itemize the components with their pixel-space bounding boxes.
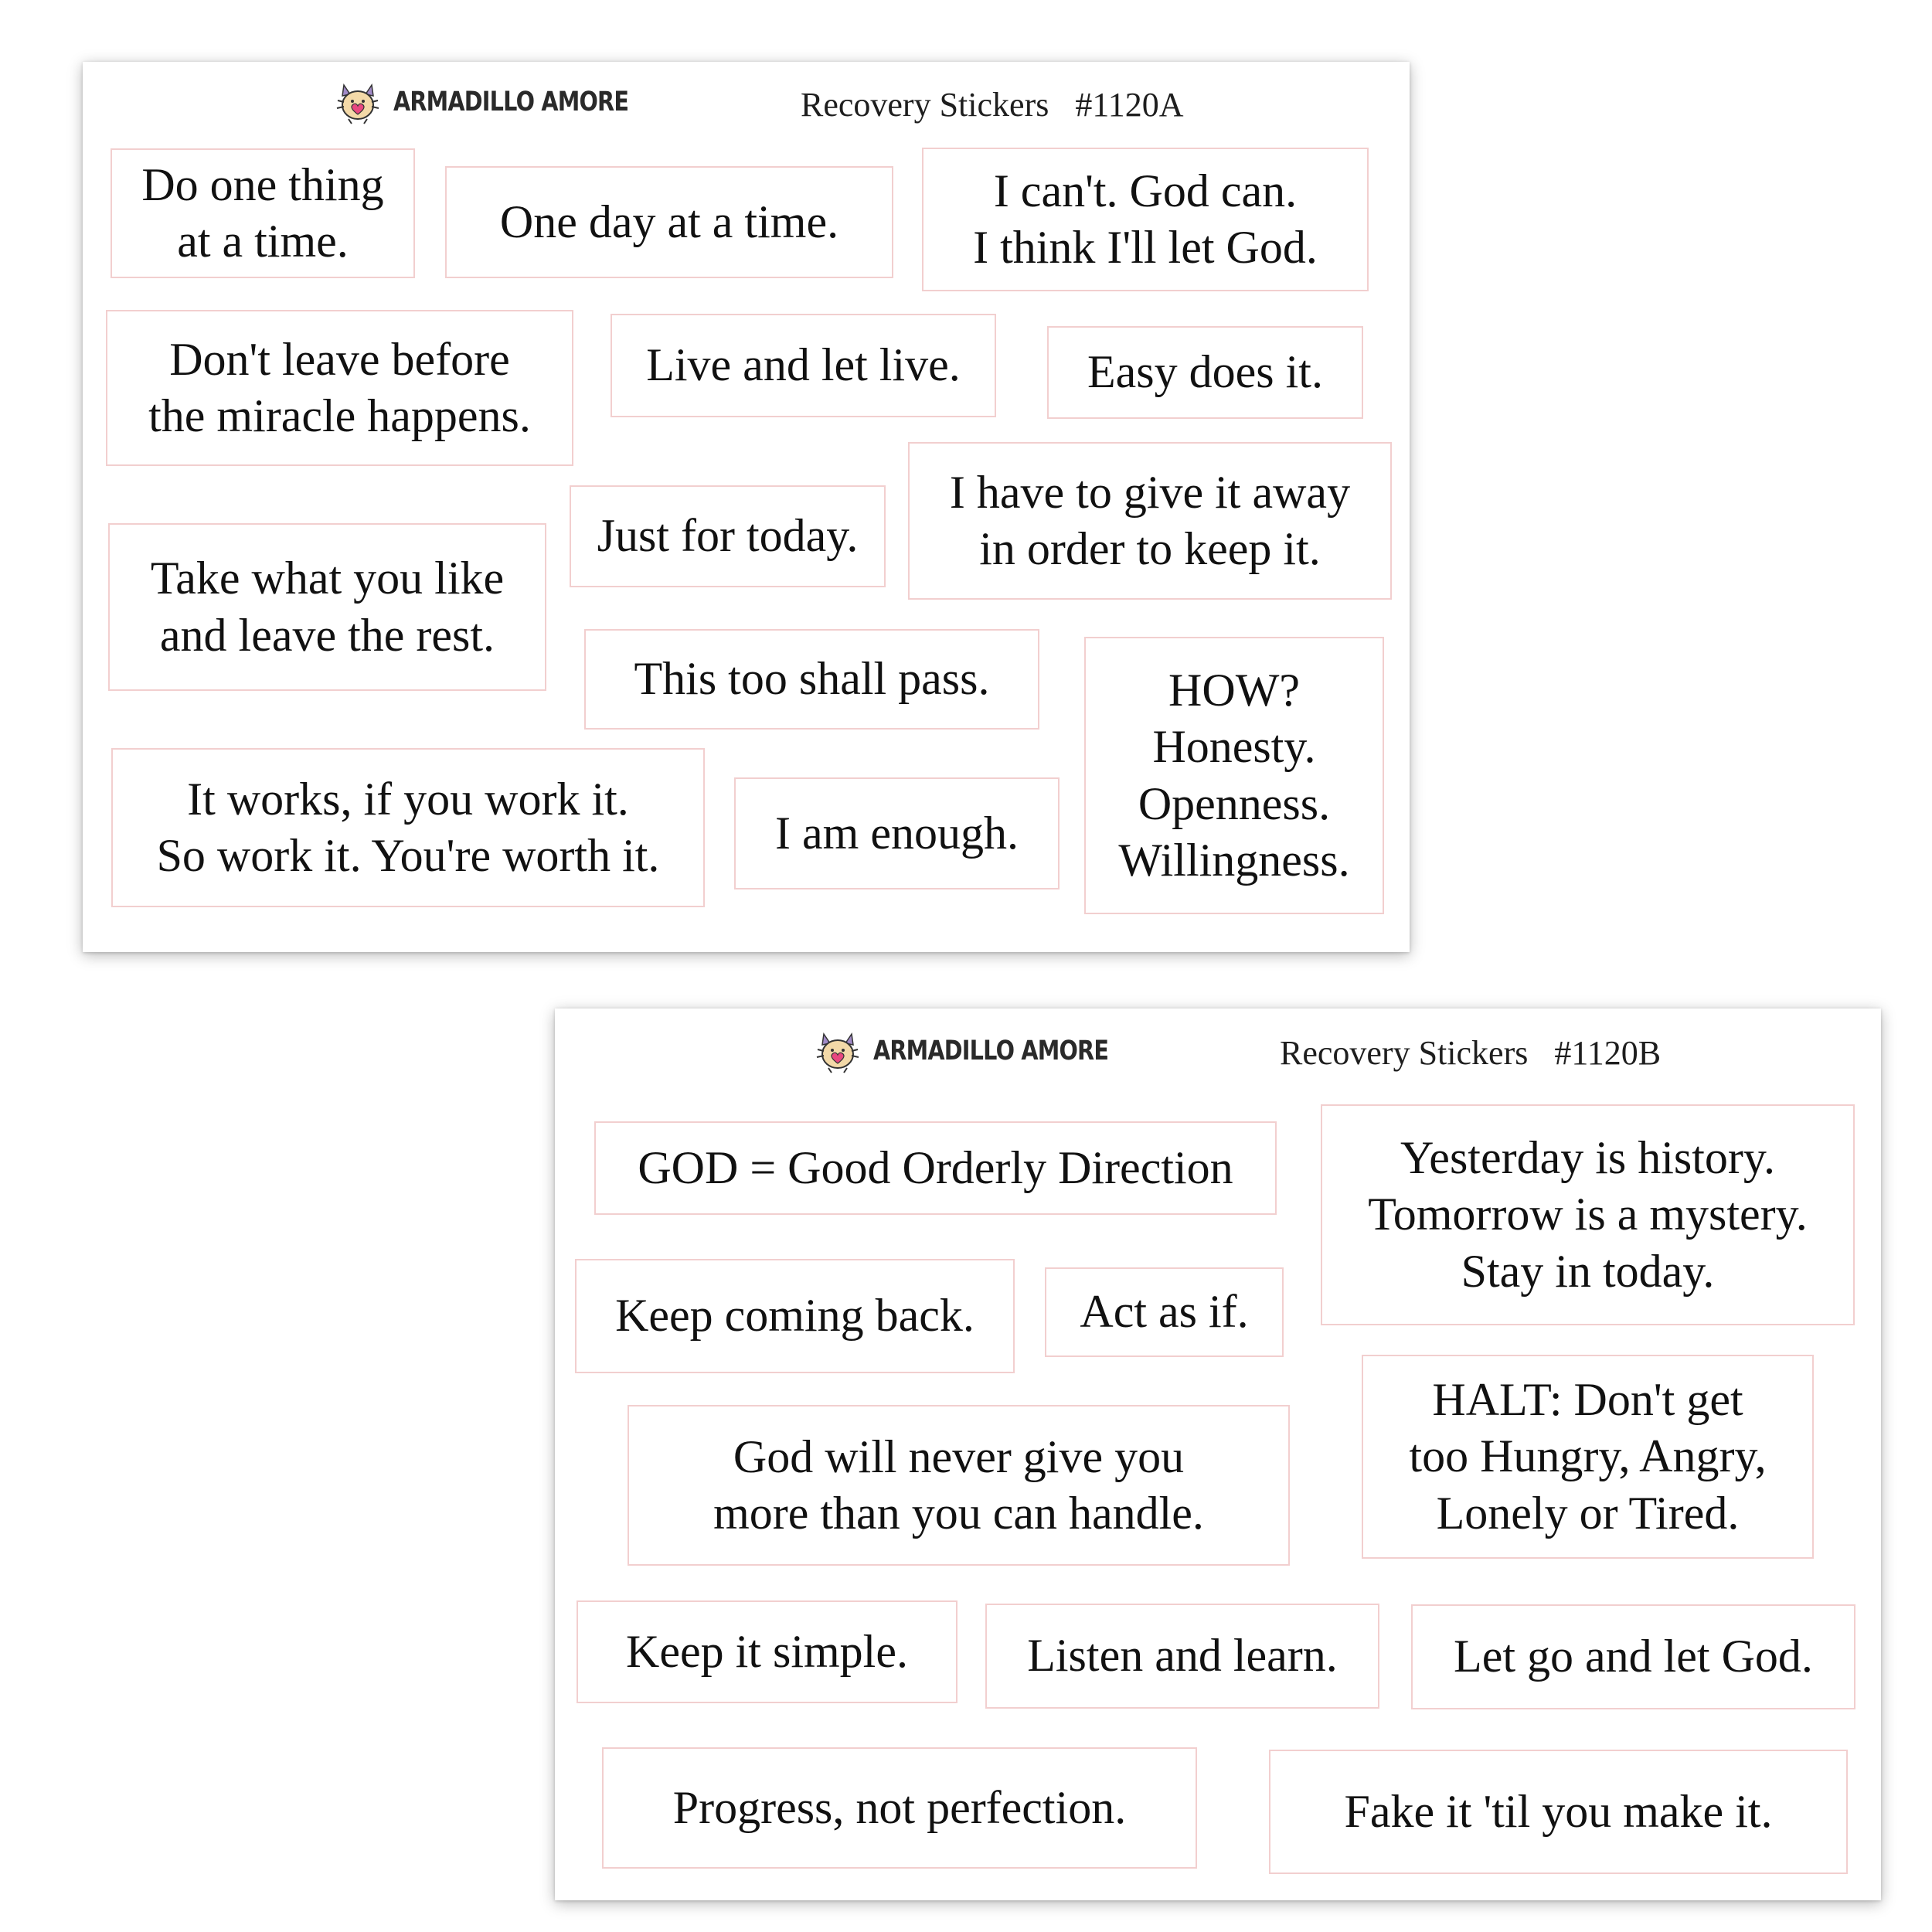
brand-name: ARMADILLO AMORE	[393, 87, 629, 117]
sticker	[577, 1600, 957, 1703]
sticker-text: It works, if you work it. So work it. You're worth it.	[156, 773, 660, 881]
sticker	[594, 1121, 1277, 1215]
brand-name: ARMADILLO AMORE	[873, 1036, 1109, 1066]
sticker	[1362, 1355, 1814, 1559]
sticker-sheet-b	[555, 1009, 1881, 1900]
sticker-text: God will never give you more than you can handle.	[713, 1430, 1204, 1539]
sticker	[575, 1259, 1015, 1373]
sticker-text: Keep coming back.	[615, 1290, 975, 1342]
sticker	[1321, 1104, 1855, 1325]
sticker	[111, 748, 705, 907]
sheet-title	[801, 88, 1184, 122]
sheet-title-text: Recovery Stickers	[801, 86, 1049, 124]
sheet-title-text: Recovery Stickers	[1280, 1034, 1529, 1072]
sticker	[584, 629, 1039, 730]
sticker	[1411, 1604, 1855, 1709]
armadillo-heart-icon	[333, 77, 383, 127]
sticker-text: Act as if.	[1080, 1286, 1249, 1338]
sticker	[106, 310, 573, 466]
brand-logo	[333, 77, 680, 127]
sticker-text: I am enough.	[775, 807, 1019, 859]
sticker-text: Progress, not perfection.	[672, 1781, 1127, 1833]
sticker	[908, 442, 1392, 600]
sticker	[1045, 1267, 1284, 1357]
sticker-text: Live and let live.	[646, 339, 961, 391]
sticker	[602, 1747, 1197, 1869]
sticker	[628, 1405, 1290, 1566]
sticker-sheet-a	[83, 62, 1410, 952]
sticker-text: I can't. God can. I think I'll let God.	[973, 165, 1318, 273]
sticker-text: Easy does it.	[1087, 346, 1323, 398]
sheet-title	[1280, 1036, 1661, 1070]
brand-logo	[813, 1026, 1160, 1076]
armadillo-heart-icon	[813, 1026, 862, 1076]
sticker-text: Take what you like and leave the rest.	[150, 553, 505, 661]
sticker	[111, 148, 415, 278]
sticker-text: Keep it simple.	[626, 1625, 908, 1677]
sticker-text: One day at a time.	[499, 196, 839, 247]
sticker-text: This too shall pass.	[634, 653, 990, 705]
sticker	[1084, 637, 1384, 914]
sticker-text: Let go and let God.	[1454, 1631, 1813, 1682]
sticker-text: Listen and learn.	[1027, 1630, 1338, 1682]
sticker	[108, 523, 546, 691]
sticker	[985, 1604, 1379, 1709]
sheet-code: #1120B	[1554, 1034, 1662, 1072]
sticker-text: Just for today.	[597, 510, 859, 562]
sheet-code: #1120A	[1075, 86, 1184, 124]
sticker	[1269, 1750, 1848, 1874]
sticker-text: GOD = Good Orderly Direction	[638, 1141, 1233, 1193]
sticker-text: HOW? Honesty. Openness. Willingness.	[1118, 665, 1350, 886]
sticker-text: HALT: Don't get too Hungry, Angry, Lonely or Tired.	[1409, 1374, 1767, 1539]
sticker	[570, 485, 886, 587]
sticker	[445, 166, 893, 278]
sticker	[611, 314, 996, 417]
sticker	[734, 777, 1060, 889]
sticker	[1047, 326, 1363, 419]
sticker-text: Don't leave before the miracle happens.	[148, 333, 531, 441]
sticker-text: Yesterday is history. Tomorrow is a mystery. Stay in today.	[1368, 1132, 1808, 1297]
sticker	[922, 148, 1369, 291]
sticker-text: Do one thing at a time.	[141, 158, 384, 267]
sticker-text: Fake it 'til you make it.	[1344, 1785, 1773, 1837]
sticker-text: I have to give it away in order to keep it.	[949, 466, 1351, 574]
